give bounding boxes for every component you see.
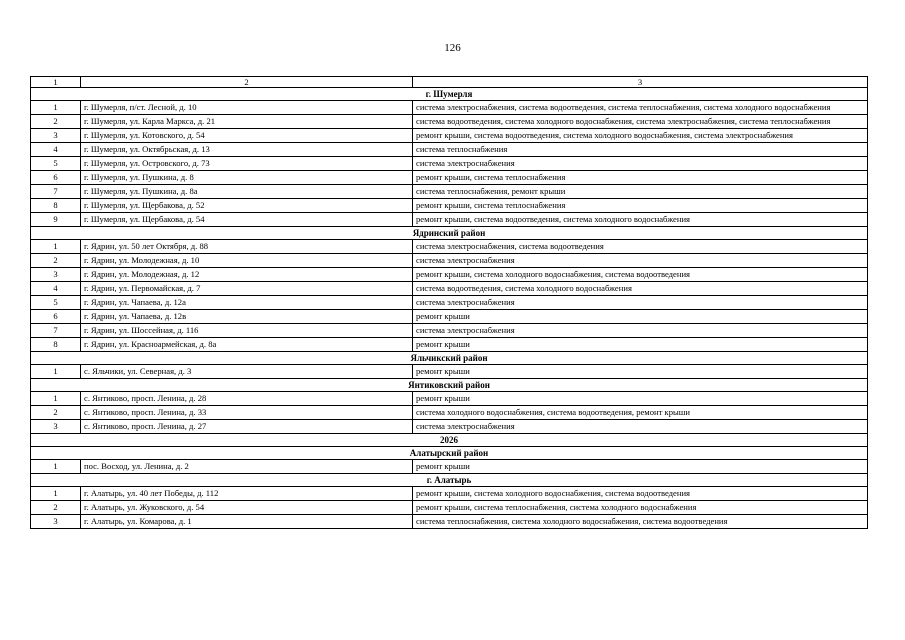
row-number: 1 [31,101,81,115]
address-cell: г. Ядрин, ул. Красноармейская, д. 8а [81,338,413,352]
work-type-cell: система теплоснабжения [413,143,868,157]
address-cell: г. Ядрин, ул. Первомайская, д. 7 [81,282,413,296]
row-number: 3 [31,515,81,529]
table-row [31,487,868,501]
section-header-row [31,474,868,487]
address-cell: г. Шумерля, ул. Котовского, д. 54 [81,129,413,143]
section-title: Яльчикский район [31,352,868,365]
work-type-cell: ремонт крыши, система холодного водоснабжения, система водоотведения [413,487,868,501]
row-number: 2 [31,501,81,515]
address-cell: г. Шумерля, ул. Щербакова, д. 54 [81,213,413,227]
address-cell: г. Ядрин, ул. Чапаева, д. 12а [81,296,413,310]
table-row [31,365,868,379]
work-type-cell: ремонт крыши [413,365,868,379]
table-row [31,129,868,143]
row-number: 3 [31,420,81,434]
row-number: 1 [31,487,81,501]
work-type-cell: ремонт крыши [413,310,868,324]
row-number: 3 [31,268,81,282]
work-type-cell: ремонт крыши [413,392,868,406]
work-type-cell: ремонт крыши, система холодного водоснабжения, система водоотведения [413,268,868,282]
address-cell: г. Алатырь, ул. 40 лет Победы, д. 112 [81,487,413,501]
address-cell: г. Ядрин, ул. Молодежная, д. 10 [81,254,413,268]
table-row [31,460,868,474]
section-title: 2026 [31,434,868,447]
section-title: Янтиковский район [31,379,868,392]
address-cell: с. Янтиково, просп. Ленина, д. 28 [81,392,413,406]
address-cell: г. Шумерля, ул. Пушкина, д. 8а [81,185,413,199]
address-cell: г. Ядрин, ул. Молодежная, д. 12 [81,268,413,282]
address-cell: пос. Восход, ул. Ленина, д. 2 [81,460,413,474]
address-cell: г. Шумерля, ул. Щербакова, д. 52 [81,199,413,213]
row-number: 4 [31,282,81,296]
section-header-row [31,88,868,101]
address-cell: г. Шумерля, п/ст. Лесной, д. 10 [81,101,413,115]
work-type-cell: система холодного водоснабжения, система водоотведения, ремонт крыши [413,406,868,420]
work-type-cell: система электроснабжения, система водоотведения [413,240,868,254]
section-header-row [31,352,868,365]
address-cell: г. Шумерля, ул. Островского, д. 73 [81,157,413,171]
table-row [31,213,868,227]
row-number: 1 [31,460,81,474]
row-number: 9 [31,213,81,227]
work-type-cell: система электроснабжения, система водоотведения, система теплоснабжения, система холодного водоснабжения [413,101,868,115]
table-body [31,77,868,529]
work-type-cell: система электроснабжения [413,254,868,268]
row-number: 5 [31,296,81,310]
address-cell: г. Шумерля, ул. Пушкина, д. 8 [81,171,413,185]
address-cell: г. Ядрин, ул. Чапаева, д. 12в [81,310,413,324]
table-row [31,420,868,434]
table-row [31,392,868,406]
row-number: 3 [31,129,81,143]
table-row [31,515,868,529]
work-type-cell: ремонт крыши, система водоотведения, система холодного водоснабжения [413,213,868,227]
row-number: 4 [31,143,81,157]
row-number: 7 [31,324,81,338]
section-header-row [31,227,868,240]
page-number: 126 [444,42,461,54]
row-number: 6 [31,310,81,324]
row-number: 6 [31,171,81,185]
section-header-row [31,379,868,392]
work-type-cell: ремонт крыши, система водоотведения, система холодного водоснабжения, система электроснабжения [413,129,868,143]
address-cell: г. Алатырь, ул. Жуковского, д. 54 [81,501,413,515]
table-row [31,296,868,310]
table-row [31,254,868,268]
address-cell: с. Янтиково, просп. Ленина, д. 27 [81,420,413,434]
repair-program-table [30,76,868,529]
section-title: Ядринский район [31,227,868,240]
column-number-header [31,77,868,88]
row-number: 1 [31,392,81,406]
table-row [31,324,868,338]
table-row [31,171,868,185]
address-cell: с. Яльчики, ул. Северная, д. 3 [81,365,413,379]
table-row [31,282,868,296]
row-number: 2 [31,406,81,420]
work-type-cell: система электроснабжения [413,296,868,310]
row-number: 1 [31,240,81,254]
address-cell: г. Ядрин, ул. Шоссейная, д. 116 [81,324,413,338]
table-row [31,240,868,254]
work-type-cell: ремонт крыши, система теплоснабжения [413,171,868,185]
column-number-3: 3 [413,77,868,88]
table-row [31,199,868,213]
address-cell: г. Ядрин, ул. 50 лет Октября, д. 88 [81,240,413,254]
work-type-cell: система теплоснабжения, ремонт крыши [413,185,868,199]
table-row [31,310,868,324]
row-number: 8 [31,338,81,352]
row-number: 5 [31,157,81,171]
table-row [31,185,868,199]
row-number: 2 [31,115,81,129]
table-row [31,338,868,352]
table-row [31,143,868,157]
row-number: 2 [31,254,81,268]
address-cell: г. Алатырь, ул. Комарова, д. 1 [81,515,413,529]
section-title: Алатырский район [31,447,868,460]
row-number: 7 [31,185,81,199]
work-type-cell: ремонт крыши [413,460,868,474]
table-row [31,268,868,282]
work-type-cell: система водоотведения, система холодного водоснабжения [413,282,868,296]
work-type-cell: система водоотведения, система холодного водоснабжения, система электроснабжения, система теплоснабжения [413,115,868,129]
work-type-cell: ремонт крыши, система теплоснабжения [413,199,868,213]
address-cell: г. Шумерля, ул. Октябрьская, д. 13 [81,143,413,157]
address-cell: с. Янтиково, просп. Ленина, д. 33 [81,406,413,420]
table-row [31,157,868,171]
table-row [31,406,868,420]
work-type-cell: система электроснабжения [413,157,868,171]
work-type-cell: ремонт крыши [413,338,868,352]
row-number: 1 [31,365,81,379]
work-type-cell: система электроснабжения [413,420,868,434]
work-type-cell: ремонт крыши, система теплоснабжения, система холодного водоснабжения [413,501,868,515]
column-number-1: 1 [31,77,81,88]
section-header-row [31,447,868,460]
work-type-cell: система электроснабжения [413,324,868,338]
table-row [31,501,868,515]
section-title: г. Шумерля [31,88,868,101]
address-cell: г. Шумерля, ул. Карла Маркса, д. 21 [81,115,413,129]
section-header-row [31,434,868,447]
work-type-cell: система теплоснабжения, система холодного водоснабжения, система водоотведения [413,515,868,529]
row-number: 8 [31,199,81,213]
table-row [31,101,868,115]
table-row [31,115,868,129]
section-title: г. Алатырь [31,474,868,487]
column-number-2: 2 [81,77,413,88]
